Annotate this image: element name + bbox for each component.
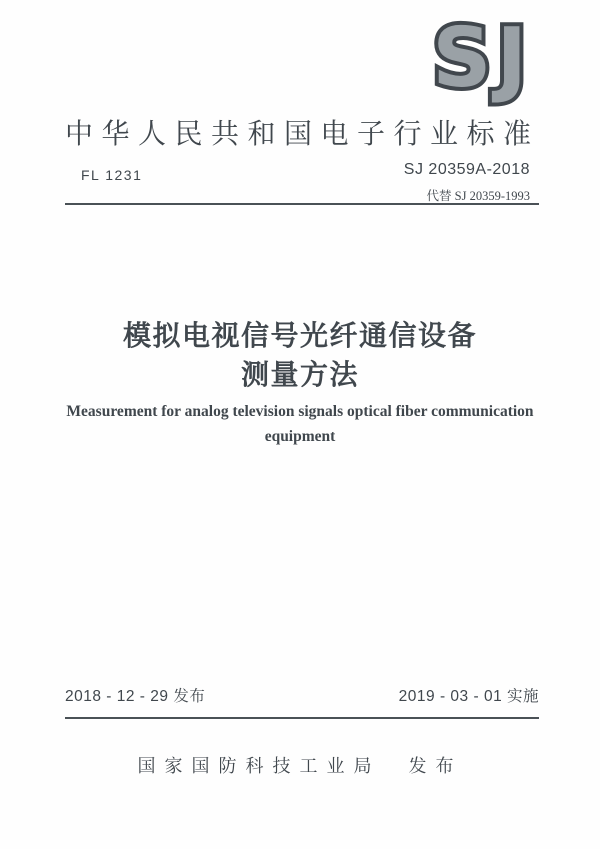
publisher: 国家国防科技工业局 发布 [137, 756, 463, 776]
document-title-english-line1: Measurement for analog television signals optical fiber communication [66, 403, 534, 420]
standard-number: SJ 20359A-2018 [403, 161, 530, 178]
issue-date: 2018 - 12 - 29 发布 [65, 688, 206, 705]
replaces-note: 代替 SJ 20359-1993 [426, 189, 530, 203]
standard-header-title: 中华人民共和国电子行业标准 [65, 118, 540, 149]
document-title-line2: 测量方法 [240, 359, 359, 390]
classification-code: FL 1231 [81, 167, 143, 183]
document-title-line1: 模拟电视信号光纤通信设备 [122, 320, 477, 351]
document-title-english [0, 399, 600, 449]
document-title-english-line2: equipment [264, 428, 336, 445]
date-row [65, 684, 539, 706]
footer-divider-line [65, 717, 539, 719]
document-title [0, 316, 600, 394]
implementation-date: 2019 - 03 - 01 实施 [398, 688, 539, 705]
sj-logo: SJ [432, 11, 532, 106]
header-divider-line [65, 203, 539, 205]
